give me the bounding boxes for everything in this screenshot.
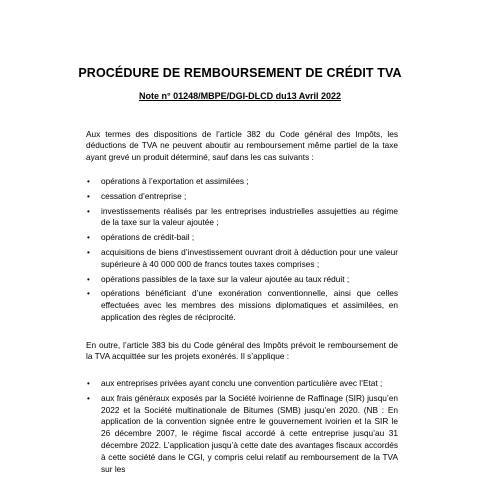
list-item [86,232,398,244]
list-item-text: aux entreprises privées ayant conclu une convention particulière avec l’Etat ; [101,378,383,388]
document-title: PROCÉDURE DE REMBOURSEMENT DE CRÉDIT TVA [78,66,402,80]
bullet-icon: • [87,289,90,299]
list-item [86,191,398,203]
list-item-text: opérations passibles de la taxe sur la valeur ajoutée au taux réduit ; [101,273,350,284]
bullet-icon: • [87,233,90,243]
bullet-icon: • [87,206,90,216]
bullet-icon: • [87,274,90,284]
second-paragraph: En outre, l’article 383 bis du Code général des Impôts prévoit le remboursement de la TVA acquittée sur les projets exonérés. Il s’applique : [86,340,398,362]
list-item [86,274,398,286]
bullet-icon: • [87,393,90,403]
list-item [86,288,398,323]
list-item-text: cessation d’entreprise ; [101,190,187,201]
bullet-icon: • [87,191,90,201]
bullet-icon: • [87,177,90,186]
list-item-text: acquisitions de biens d’investissement ouvrant droit à déduction pour une valeur supérieure à 40 000 000 de francs toutes taxes comprises ; [101,246,398,269]
bullet-icon: • [87,379,90,388]
list-item-text: investissements réalisés par les entreprises industrielles assujetties au régime de la taxe sur la valeur ajoutée ; [101,205,398,228]
list-item [86,393,398,476]
cases-list [86,176,398,327]
list-item [86,378,398,390]
list-item [86,176,398,188]
intro-paragraph: Aux termes des dispositions de l’article 382 du Code général des Impôts, les déductions de TVA ne peuvent aboutir au remboursement même partiel de la taxe ayant grevé un produit déterminé, sauf dans les cas suivants : [86,129,398,162]
list-item-text: opérations bénéficiant d’une exonération conventionnelle, ainsi que celles effectuées avec les membres des missions diplomatiques et assimilées, en application des règles de réciprocité. [101,288,398,322]
list-item-text: aux frais généraux exposés par la Société ivoirienne de Raffinage (SIR) jusqu’en 2022 et la Société multinationale de Bitumes (SMB) jusqu’en 2020. (NB : En application de la convention signée entre le gouvernement ivoirien et la SIR le 26 décembre 2007, le régime fiscal accordé à cette entreprise jusqu’au 31 décembre 2022. L’application jusqu’à cette date des avantages fiscaux accordés à cette société dans le CGI, y compris celui relatif au remboursement de la TVA sur les [101,392,398,474]
list-item [86,206,398,230]
bullet-icon: • [87,247,90,257]
list-item-text: opérations à l’exportation et assimilées ; [101,176,249,186]
applies-list [86,378,398,478]
list-item-text: opérations de crédit-bail ; [101,232,195,243]
note-reference: Note n° 01248/MBPE/DGI-DLCD du13 Avril 2022 [139,91,341,101]
list-item [86,247,398,271]
